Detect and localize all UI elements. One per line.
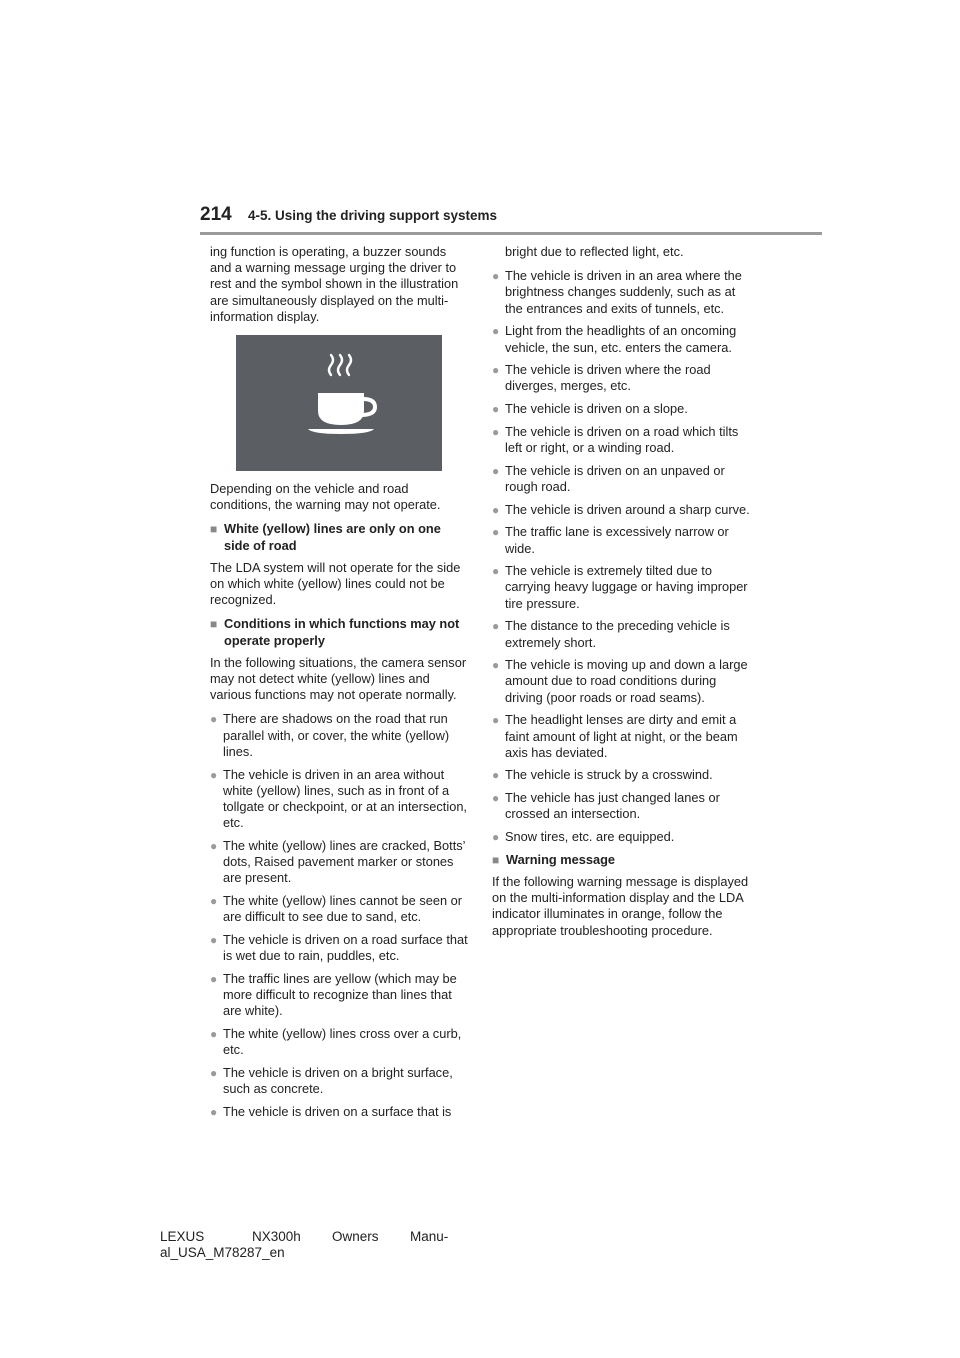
bullet-icon: ● bbox=[210, 1104, 218, 1119]
coffee-cup-icon bbox=[236, 335, 442, 471]
intro-paragraph: ing function is operating, a buzzer sounds and a warning message urging the driver to rest and the symbol shown in the illustration are simultaneously displayed on the multi-information display. bbox=[210, 244, 459, 324]
square-bullet-icon: ■ bbox=[492, 852, 500, 867]
header-rule bbox=[200, 232, 822, 235]
list-item: ● The vehicle has just changed lanes or crossed an intersection. bbox=[492, 790, 720, 822]
bullet-icon: ● bbox=[210, 932, 218, 947]
bullet-icon: ● bbox=[492, 402, 500, 417]
list-item: ● The distance to the preceding vehicle is extremely short. bbox=[492, 618, 730, 650]
list-item: ● The traffic lines are yellow (which may be more difficult to recognize than lines that are white). bbox=[210, 970, 457, 1019]
bullet-icon: ● bbox=[492, 713, 500, 728]
square-bullet-icon: ■ bbox=[210, 522, 218, 537]
list-item: ● The vehicle is extremely tilted due to carrying heavy luggage or having improper tire pressure. bbox=[492, 563, 748, 611]
continuation-text: bright due to reflected light, etc. bbox=[505, 244, 684, 259]
bullet-icon: ● bbox=[210, 1065, 218, 1080]
bullet-icon: ● bbox=[492, 363, 500, 378]
warning-message-paragraph: If the following warning message is displayed on the multi-information display and the LDA indicator illuminates in orange, follow the appropriate troubleshooting procedure. bbox=[492, 874, 749, 938]
bullet-icon: ● bbox=[492, 564, 500, 579]
after-image-paragraph: Depending on the vehicle and road conditions, the warning may not operate. bbox=[210, 481, 441, 513]
bullet-icon: ● bbox=[210, 767, 218, 782]
list-item: ● The vehicle is moving up and down a large amount due to road conditions during driving (poor roads or road seams). bbox=[492, 657, 748, 705]
heading-conditions: ■ Conditions in which functions may not operate properly bbox=[210, 616, 460, 648]
square-bullet-icon: ■ bbox=[210, 617, 218, 632]
bullet-icon: ● bbox=[492, 658, 500, 673]
bullet-icon: ● bbox=[492, 619, 500, 634]
list-item: ● The vehicle is driven in an area without white (yellow) lines, such as in front of a tollgate or checkpoint, or at an intersection, etc. bbox=[210, 766, 467, 831]
right-column bbox=[492, 244, 754, 947]
bullet-icon: ● bbox=[492, 830, 500, 845]
bullet-icon: ● bbox=[492, 463, 500, 478]
footer-model: NX300h bbox=[252, 1229, 301, 1244]
list-item: ● The vehicle is driven where the road diverges, merges, etc. bbox=[492, 362, 711, 394]
bullet-icon: ● bbox=[492, 768, 500, 783]
bullet-icon: ● bbox=[492, 324, 500, 339]
list-item: ● The vehicle is driven on a road which tilts left or right, or a winding road. bbox=[492, 423, 739, 456]
page-header bbox=[200, 204, 822, 234]
list-item: ● Snow tires, etc. are equipped. bbox=[492, 829, 675, 845]
list-item: ● The white (yellow) lines are cracked, Botts’ dots, Raised pavement marker or stones are present. bbox=[210, 837, 466, 886]
footer-owners: Owners bbox=[332, 1229, 379, 1244]
bullet-icon: ● bbox=[210, 838, 218, 853]
list-item: ● The vehicle is struck by a crosswind. bbox=[492, 767, 713, 783]
list-item: ● There are shadows on the road that run parallel with, or cover, the white (yellow) lines. bbox=[210, 711, 450, 759]
list-item: ● The vehicle is driven on a bright surface, such as concrete. bbox=[210, 1064, 453, 1097]
list-item: ● The vehicle is driven in an area where the brightness changes suddenly, such as at the entrances and exits of tunnels, etc. bbox=[492, 268, 742, 316]
bullet-icon: ● bbox=[210, 1026, 218, 1041]
footer-brand: LEXUS bbox=[160, 1229, 205, 1244]
footer-manual: Manu- bbox=[410, 1229, 449, 1244]
list-item: ● The headlight lenses are dirty and emit a faint amount of light at night, or the beam axis has deviated. bbox=[492, 712, 738, 760]
bullet-icon: ● bbox=[492, 269, 500, 284]
page-number: 214 bbox=[200, 204, 232, 225]
list-item: ● Light from the headlights of an oncoming vehicle, the sun, etc. enters the camera. bbox=[492, 323, 737, 355]
footer-doc-code: al_USA_M78287_en bbox=[160, 1245, 285, 1260]
bullet-icon: ● bbox=[492, 791, 500, 806]
conditions-paragraph: In the following situations, the camera sensor may not detect white (yellow) lines and various functions may not operate normally. bbox=[210, 654, 467, 703]
list-item: ● The vehicle is driven on a surface that is bbox=[210, 1103, 452, 1119]
left-column bbox=[210, 244, 470, 1126]
section-title: 4-5. Using the driving support systems bbox=[248, 208, 498, 223]
list-item: ● The vehicle is driven around a sharp curve. bbox=[492, 501, 750, 517]
bullet-icon: ● bbox=[492, 525, 500, 540]
drowsiness-warning-illustration bbox=[236, 335, 442, 471]
bullet-icon: ● bbox=[492, 502, 500, 517]
heading-one-side-lines: ■ White (yellow) lines are only on one side of road bbox=[210, 521, 441, 553]
bullet-icon: ● bbox=[492, 424, 500, 439]
list-item: ● The white (yellow) lines cannot be seen or are difficult to see due to sand, etc. bbox=[210, 892, 462, 925]
list-item: ● The vehicle is driven on an unpaved or rough road. bbox=[492, 462, 725, 494]
list-item: ● The vehicle is driven on a slope. bbox=[492, 401, 688, 417]
bullet-icon: ● bbox=[210, 893, 218, 908]
bullet-icon: ● bbox=[210, 971, 218, 986]
list-item: ● The vehicle is driven on a road surface that is wet due to rain, puddles, etc. bbox=[210, 931, 468, 964]
bullet-icon: ● bbox=[210, 712, 218, 727]
page-footer bbox=[160, 1229, 448, 1261]
list-item: ● The white (yellow) lines cross over a curb, etc. bbox=[210, 1025, 462, 1058]
list-item: ● The traffic lane is excessively narrow or wide. bbox=[492, 524, 729, 556]
one-side-lines-paragraph: The LDA system will not operate for the side on which white (yellow) lines could not be recognized. bbox=[210, 559, 461, 608]
heading-warning-message: ■ Warning message bbox=[492, 851, 616, 867]
